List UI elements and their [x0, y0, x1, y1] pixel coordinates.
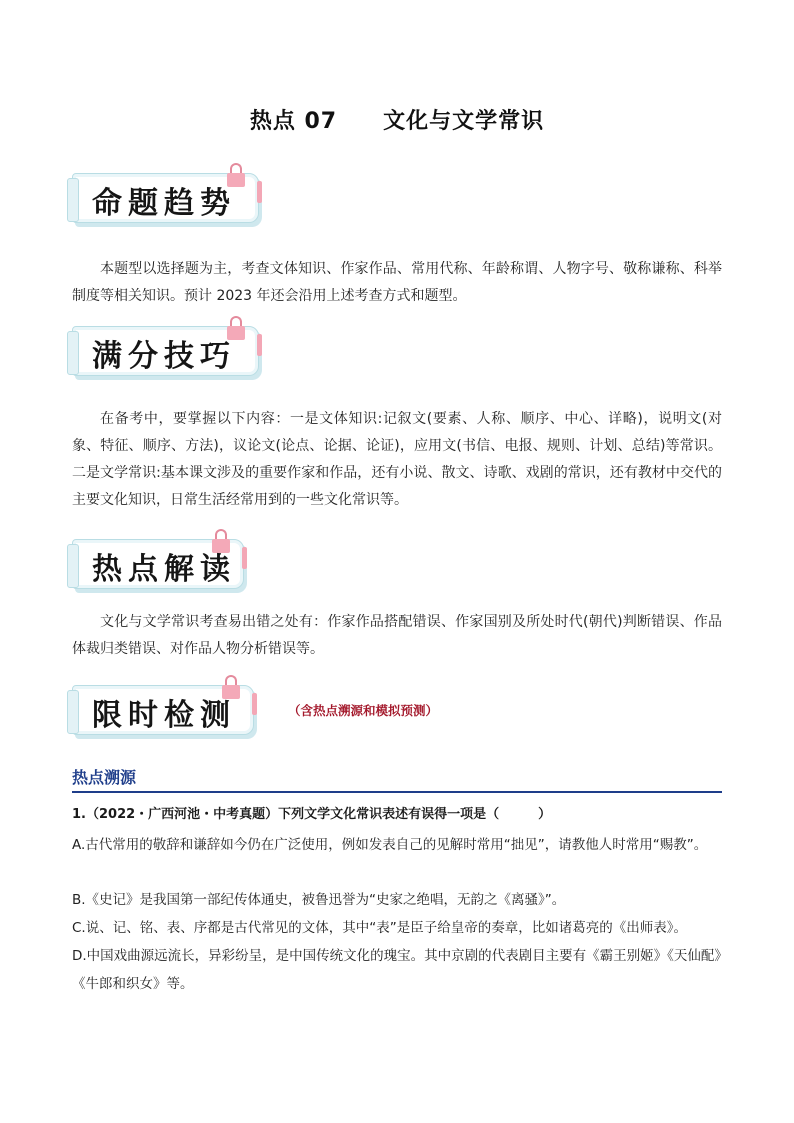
question-stem: 1.（2022・广西河池・中考真题）下列文学文化常识表述有误得一项是（ ） [72, 807, 552, 822]
page-title [0, 104, 794, 135]
paragraph-skill: 在备考中，要掌握以下内容：一是文体知识:记叙文(要素、人称、顺序、中心、详略)，说明文(对象、特征、顺序、方法)，议论文(论点、论据、论证)，应用文(书信、电报、规则、计划、总结)等常识。二是文学常识:基本课文涉及的重要作家和作品，还有小说、散文、诗歌、戏剧的常识，还有教材中交代的主要文化知识，日常生活经常用到的一些文化常识等。 [72, 411, 722, 508]
section-banner-read [72, 531, 252, 589]
section-note-test: （含热点溯源和模拟预测） [288, 703, 439, 718]
question-option-a: A.古代常用的敬辞和谦辞如今仍在广泛使用，例如发表自己的见解时常用“拙见”，请教他人时常用“赐教”。 [72, 837, 708, 853]
subheading-hot-source: 热点溯源 [72, 765, 722, 793]
section-title-skill: 满分技巧 [92, 339, 236, 374]
title-name: 文化与文学常识 [383, 109, 545, 134]
question-option-b: B.《史记》是我国第一部纪传体通史，被鲁迅誉为“史家之绝唱，无韵之《离骚》”。 [72, 892, 566, 908]
section-title-test: 限时检测 [92, 698, 236, 733]
question-option-d: D.中国戏曲源远流长，异彩纷呈，是中国传统文化的瑰宝。其中京剧的代表剧目主要有《霸王别姬》《天仙配》《牛郎和织女》等。 [72, 948, 722, 992]
section-banner-test [72, 677, 262, 735]
question-option-c: C.说、记、铭、表、序都是古代常见的文体，其中“表”是臣子给皇帝的奏章，比如诸葛亮的《出师表》。 [72, 920, 687, 936]
section-title-trend: 命题趋势 [92, 186, 236, 221]
section-banner-skill [72, 318, 267, 376]
section-banner-trend [72, 165, 267, 223]
paragraph-read: 文化与文学常识考查易出错之处有：作家作品搭配错误、作家国别及所处时代(朝代)判断错误、作品体裁归类错误、对作品人物分析错误等。 [72, 614, 722, 657]
title-code: 热点 07 [249, 109, 338, 134]
section-title-read: 热点解读 [92, 552, 236, 587]
paragraph-trend: 本题型以选择题为主，考查文体知识、作家作品、常用代称、年龄称谓、人物字号、敬称谦称、科举制度等相关知识。预计 2023 年还会沿用上述考查方式和题型。 [72, 261, 722, 304]
